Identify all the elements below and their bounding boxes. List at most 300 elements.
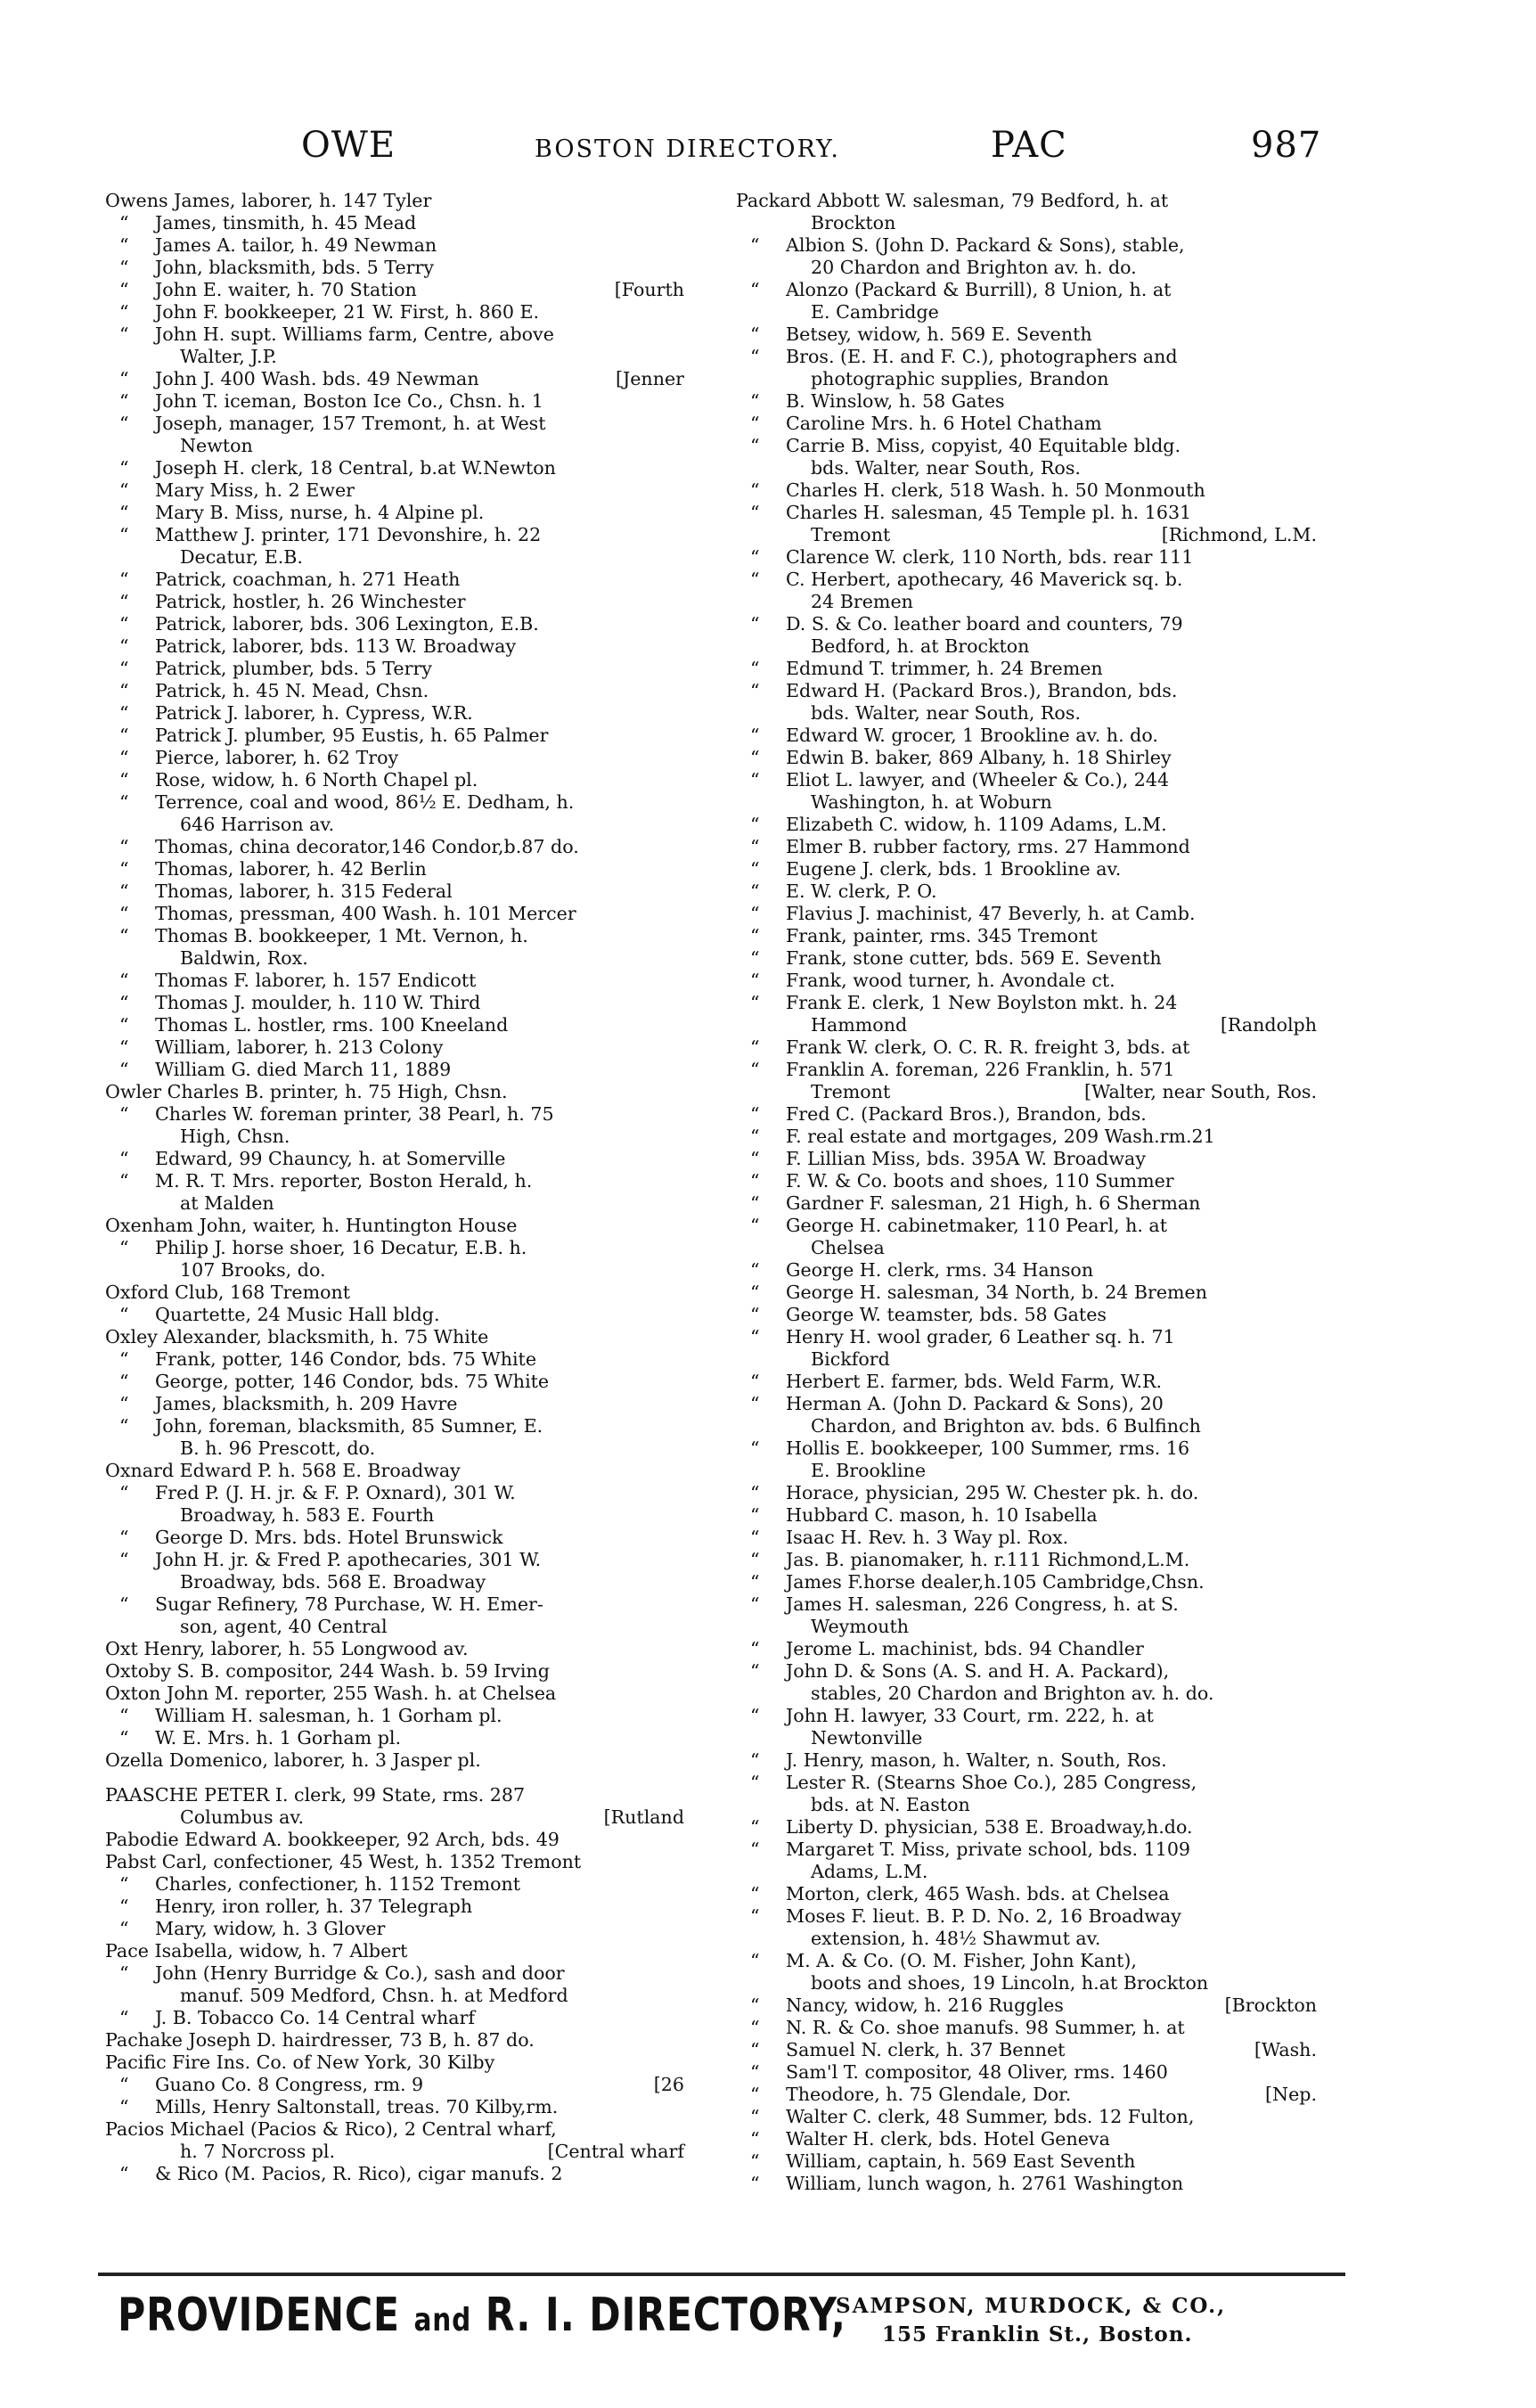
- directory-entry-continuation: [736, 1794, 1317, 1816]
- directory-entry: [105, 1326, 684, 1348]
- entry-text: Mills, Henry Saltonstall, treas. 70 Kilby,rm.: [155, 2096, 559, 2117]
- entry-text: Edmund T. trimmer, h. 24 Bremen: [786, 658, 1103, 679]
- directory-entry: [736, 2150, 1317, 2173]
- directory-entry-continuation: [736, 1683, 1317, 1705]
- directory-entry: [736, 1504, 1317, 1527]
- entry-text: Philip J. horse shoer, 16 Decatur, E.B. h.: [155, 1237, 527, 1258]
- ditto-mark: “: [119, 2007, 129, 2028]
- ditto-mark: “: [750, 346, 760, 367]
- entry-text: Patrick, plumber, bds. 5 Terry: [155, 658, 432, 679]
- entry-text: F. W. & Co. boots and shoes, 110 Summer: [786, 1170, 1174, 1192]
- entry-text: extension, h. 48½ Shawmut av.: [811, 1928, 1101, 1949]
- entry-text: William H. salesman, h. 1 Gorham pl.: [155, 1705, 502, 1726]
- ditto-mark: “: [750, 435, 760, 456]
- entry-text: C. Herbert, apothecary, 46 Maverick sq. b.: [786, 569, 1183, 590]
- ditto-mark: “: [119, 836, 129, 857]
- entry-text: Pierce, laborer, h. 62 Troy: [155, 747, 399, 768]
- directory-entry-continuation: [105, 1985, 684, 2007]
- directory-entry-continuation: [736, 257, 1317, 279]
- directory-entry-continuation: [736, 1460, 1317, 1482]
- ditto-mark: “: [119, 1918, 129, 1939]
- directory-entry: [105, 1215, 684, 1237]
- entry-text: J. Henry, mason, h. Walter, n. South, Ros.: [786, 1749, 1167, 1771]
- directory-entry: [736, 1527, 1317, 1549]
- entry-text: John E. waiter, h. 70 Station: [155, 279, 417, 300]
- directory-entry: [736, 1816, 1317, 1839]
- ditto-mark: “: [750, 858, 760, 880]
- directory-entry: [105, 2052, 684, 2074]
- directory-entry-continuation: [736, 1014, 1317, 1036]
- ditto-mark: “: [119, 479, 129, 501]
- directory-entry-continuation: [736, 368, 1317, 390]
- entry-text: John H. jr. & Fred P. apothecaries, 301 W.: [155, 1549, 542, 1570]
- ditto-mark: “: [750, 1549, 760, 1570]
- ditto-mark: “: [750, 1393, 760, 1414]
- header-right-guide: PAC: [991, 125, 1067, 166]
- directory-entry-continuation: [736, 212, 1317, 234]
- directory-entry: [736, 1304, 1317, 1326]
- footer-ad-title: [118, 2289, 846, 2342]
- entry-text: Flavius J. machinist, 47 Beverly, h. at Camb.: [786, 903, 1196, 924]
- header-left-guide: OWE: [301, 125, 396, 166]
- entry-text: 107 Brooks, do.: [180, 1259, 326, 1281]
- directory-entry: [736, 1282, 1317, 1304]
- directory-entry: [736, 1215, 1317, 1237]
- ditto-mark: “: [119, 880, 129, 902]
- entry-text: Henry, iron roller, h. 37 Telegraph: [155, 1896, 473, 1917]
- entry-text: Horace, physician, 295 W. Chester pk. h. do.: [786, 1482, 1199, 1503]
- directory-entry-continuation: [105, 1192, 684, 1215]
- entry-text: Joseph H. clerk, 18 Central, b.at W.Newton: [155, 457, 556, 479]
- directory-entry: [105, 479, 684, 502]
- directory-entry: [105, 1415, 684, 1437]
- entry-carryover: [26: [653, 2074, 684, 2095]
- directory-entry: [736, 390, 1317, 413]
- ditto-mark: “: [119, 2096, 129, 2117]
- entry-text: Terrence, coal and wood, 86½ E. Dedham, h.: [155, 791, 575, 813]
- ditto-mark: “: [750, 2061, 760, 2083]
- directory-entry: [736, 234, 1317, 257]
- directory-entry: [105, 2163, 684, 2185]
- directory-entry: [105, 502, 684, 524]
- directory-entry: [105, 2007, 684, 2029]
- directory-entry: [105, 390, 684, 413]
- ditto-mark: “: [750, 1259, 760, 1281]
- directory-entry-continuation: [736, 702, 1317, 725]
- directory-entry: [736, 2106, 1317, 2128]
- entry-text: Pabst Carl, confectioner, 45 West, h. 1352 Tremont: [105, 1851, 582, 1872]
- entry-carryover: [Brockton: [1224, 1994, 1317, 2016]
- directory-entry: [105, 1014, 684, 1036]
- entry-text: John, foreman, blacksmith, 85 Sumner, E.: [155, 1415, 543, 1437]
- ditto-mark: “: [119, 680, 129, 701]
- directory-entry: [105, 1962, 684, 1985]
- directory-entry: [736, 1393, 1317, 1415]
- directory-entry-continuation: [736, 791, 1317, 814]
- page-header: [0, 123, 1536, 176]
- entry-text: Mary Miss, h. 2 Ewer: [155, 479, 355, 501]
- entry-text: E. Brookline: [811, 1460, 927, 1481]
- entry-text: Weymouth: [811, 1616, 910, 1637]
- entry-text: Walter C. clerk, 48 Summer, bds. 12 Fulton,: [786, 2106, 1195, 2127]
- directory-entry: [736, 903, 1317, 925]
- directory-entry: [105, 1784, 684, 1806]
- ditto-mark: “: [750, 1482, 760, 1503]
- entry-text: Broadway, h. 583 E. Fourth: [180, 1504, 435, 1526]
- directory-entry: [105, 1851, 684, 1873]
- ditto-mark: “: [750, 613, 760, 635]
- entry-text: Eliot L. lawyer, and (Wheeler & Co.), 244: [786, 769, 1170, 790]
- entry-text: B. h. 96 Prescott, do.: [180, 1437, 376, 1459]
- entry-text: Newtonville: [811, 1727, 923, 1749]
- entry-text: Patrick, laborer, bds. 306 Lexington, E.B.: [155, 613, 539, 635]
- entry-text: J. B. Tobacco Co. 14 Central wharf: [155, 2007, 475, 2028]
- ditto-mark: “: [750, 1371, 760, 1392]
- ditto-mark: “: [750, 234, 760, 256]
- entry-text: William, laborer, h. 213 Colony: [155, 1036, 444, 1058]
- ditto-mark: “: [750, 680, 760, 701]
- entry-text: Edward, 99 Chauncy, h. at Somerville: [155, 1148, 506, 1169]
- ditto-mark: “: [119, 1705, 129, 1726]
- entry-text: Matthew J. printer, 171 Devonshire, h. 22: [155, 524, 542, 545]
- directory-entry-continuation: [736, 1616, 1317, 1638]
- directory-entry-continuation: [736, 1415, 1317, 1437]
- ditto-mark: “: [750, 1326, 760, 1347]
- footer-publisher-address: 155 Franklin St., Boston.: [882, 2322, 1193, 2347]
- ditto-mark: “: [119, 457, 129, 479]
- entry-text: Thomas, laborer, h. 42 Berlin: [155, 858, 427, 880]
- entry-carryover: [Central wharf: [547, 2141, 684, 2162]
- ditto-mark: “: [119, 2163, 129, 2184]
- entry-text: Frank W. clerk, O. C. R. R. freight 3, bds. at: [786, 1036, 1190, 1058]
- directory-entry: [736, 1192, 1317, 1215]
- entry-text: bds. Walter, near South, Ros.: [811, 702, 1081, 724]
- footer-ad-word-1: PROVIDENCE: [118, 2289, 400, 2342]
- ditto-mark: “: [750, 1282, 760, 1303]
- directory-entry-continuation: [105, 1616, 684, 1638]
- entry-text: Baldwin, Rox.: [180, 947, 308, 969]
- entry-text: Bedford, h. at Brockton: [811, 635, 1030, 657]
- directory-entry-continuation: [105, 346, 684, 368]
- ditto-mark: “: [119, 858, 129, 880]
- entry-text: Owens James, laborer, h. 147 Tyler: [105, 190, 432, 211]
- page-number: 987: [1251, 125, 1322, 166]
- directory-entry-continuation: [736, 1972, 1317, 1994]
- entry-text: Jas. B. pianomaker, h. r.111 Richmond,L.M.: [786, 1549, 1190, 1570]
- entry-text: Elizabeth C. widow, h. 1109 Adams, L.M.: [786, 814, 1167, 835]
- directory-entry: [105, 1829, 684, 1851]
- entry-text: Charles H. clerk, 518 Wash. h. 50 Monmouth: [786, 479, 1205, 501]
- entry-text: Eugene J. clerk, bds. 1 Brookline av.: [786, 858, 1122, 880]
- directory-entry: [736, 680, 1317, 702]
- entry-text: William, lunch wagon, h. 2761 Washington: [786, 2173, 1184, 2194]
- entry-text: bds. Walter, near South, Ros.: [811, 457, 1081, 479]
- entry-text: James, tinsmith, h. 45 Mead: [155, 212, 417, 233]
- entry-text: George, potter, 146 Condor, bds. 75 White: [155, 1371, 550, 1392]
- ditto-mark: “: [750, 992, 760, 1013]
- directory-entry: [105, 1304, 684, 1326]
- entry-text: John H. supt. Williams farm, Centre, above: [155, 324, 554, 345]
- footer-ad-word-2: and: [413, 2302, 472, 2338]
- entry-text: Joseph, manager, 157 Tremont, h. at West: [155, 413, 546, 434]
- entry-text: Hammond: [811, 1014, 908, 1036]
- entry-text: Moses F. lieut. B. P. D. No. 2, 16 Broadway: [786, 1905, 1181, 1927]
- directory-entry-continuation: [736, 591, 1317, 613]
- advertisement-footer: [0, 2273, 1536, 2371]
- ditto-mark: “: [750, 1571, 760, 1593]
- directory-entry: [105, 925, 684, 947]
- ditto-mark: “: [119, 1873, 129, 1895]
- entry-text: Thomas, laborer, h. 315 Federal: [155, 880, 453, 902]
- directory-entry: [736, 1371, 1317, 1393]
- entry-text: Edward H. (Packard Bros.), Brandon, bds.: [786, 680, 1178, 701]
- directory-entry-continuation: [736, 1727, 1317, 1749]
- ditto-mark: “: [119, 702, 129, 724]
- entry-text: James H. salesman, 226 Congress, h. at S.: [786, 1593, 1179, 1615]
- entry-text: Oxford Club, 168 Tremont: [105, 1282, 351, 1303]
- directory-entry-continuation: [105, 546, 684, 569]
- entry-carryover: [Jenner: [615, 368, 684, 389]
- ditto-mark: “: [750, 1593, 760, 1615]
- ditto-mark: “: [119, 992, 129, 1013]
- directory-entry: [105, 903, 684, 925]
- ditto-mark: “: [750, 725, 760, 746]
- entry-text: Hubbard C. mason, h. 10 Isabella: [786, 1504, 1098, 1526]
- ditto-mark: “: [119, 390, 129, 412]
- entry-text: M. R. T. Mrs. reporter, Boston Herald, h.: [155, 1170, 533, 1192]
- ditto-mark: “: [119, 324, 129, 345]
- directory-entry-continuation: [736, 1928, 1317, 1950]
- ditto-mark: “: [750, 836, 760, 857]
- left-column: [105, 190, 684, 2185]
- entry-text: Liberty D. physician, 538 E. Broadway,h.do.: [786, 1816, 1193, 1838]
- entry-text: James A. tailor, h. 49 Newman: [155, 234, 437, 256]
- ditto-mark: “: [119, 613, 129, 635]
- ditto-mark: “: [750, 1816, 760, 1838]
- directory-entry: [105, 212, 684, 234]
- entry-text: Betsey, widow, h. 569 E. Seventh: [786, 324, 1092, 345]
- directory-entry: [736, 880, 1317, 903]
- ditto-mark: “: [119, 279, 129, 300]
- directory-entry: [736, 925, 1317, 947]
- entry-text: at Malden: [180, 1192, 274, 1214]
- directory-entry: [736, 814, 1317, 836]
- directory-entry: [105, 1482, 684, 1504]
- entry-text: Clarence W. clerk, 110 North, bds. rear 111: [786, 546, 1194, 568]
- ditto-mark: “: [119, 635, 129, 657]
- directory-entry-continuation: [736, 1861, 1317, 1883]
- directory-entry: [736, 1593, 1317, 1616]
- directory-entry: [105, 190, 684, 212]
- ditto-mark: “: [750, 1192, 760, 1214]
- ditto-mark: “: [750, 413, 760, 434]
- footer-rule: [98, 2273, 1345, 2276]
- directory-entry: [736, 947, 1317, 970]
- entry-carryover: [Walter, near South, Ros.: [1084, 1081, 1317, 1102]
- directory-entry: [736, 1839, 1317, 1861]
- directory-entry: [105, 1549, 684, 1571]
- ditto-mark: “: [119, 1593, 129, 1615]
- ditto-mark: “: [750, 279, 760, 300]
- ditto-mark: “: [750, 903, 760, 924]
- ditto-mark: “: [119, 368, 129, 389]
- ditto-mark: “: [119, 1103, 129, 1125]
- ditto-mark: “: [119, 1036, 129, 1058]
- directory-entry: [736, 1259, 1317, 1282]
- directory-entry-continuation: [105, 814, 684, 836]
- directory-entry: [736, 2173, 1317, 2195]
- entry-text: Patrick, laborer, bds. 113 W. Broadway: [155, 635, 517, 657]
- entry-text: manuf. 509 Medford, Chsn. h. at Medford: [180, 1985, 568, 2006]
- entry-text: Patrick, hostler, h. 26 Winchester: [155, 591, 466, 612]
- ditto-mark: “: [750, 2106, 760, 2127]
- directory-entry: [105, 1873, 684, 1896]
- entry-text: Isaac H. Rev. h. 3 Way pl. Rox.: [786, 1527, 1069, 1548]
- entry-text: John T. iceman, Boston Ice Co., Chsn. h. 1: [155, 390, 543, 412]
- ditto-mark: “: [750, 2173, 760, 2194]
- ditto-mark: “: [750, 1170, 760, 1192]
- entry-text: N. R. & Co. shoe manufs. 98 Summer, h. at: [786, 2017, 1185, 2038]
- ditto-mark: “: [750, 970, 760, 991]
- directory-entry: [736, 279, 1317, 301]
- entry-text: Herbert E. farmer, bds. Weld Farm, W.R.: [786, 1371, 1163, 1392]
- ditto-mark: “: [119, 2074, 129, 2095]
- ditto-mark: “: [750, 814, 760, 835]
- directory-entry: [736, 1170, 1317, 1192]
- directory-entry: [736, 1437, 1317, 1460]
- ditto-mark: “: [119, 1170, 129, 1192]
- directory-entry: [105, 1148, 684, 1170]
- entry-text: 24 Bremen: [811, 591, 913, 612]
- entry-text: Herman A. (John D. Packard & Sons), 20: [786, 1393, 1164, 1414]
- ditto-mark: “: [750, 1994, 760, 2016]
- directory-entry: [736, 1126, 1317, 1148]
- ditto-mark: “: [750, 1772, 760, 1793]
- entry-text: Franklin A. foreman, 226 Franklin, h. 571: [786, 1059, 1175, 1080]
- directory-entry: [105, 970, 684, 992]
- directory-entry: [736, 1059, 1317, 1081]
- directory-entry: [736, 1950, 1317, 1972]
- directory-entry: [736, 1705, 1317, 1727]
- ditto-mark: “: [750, 390, 760, 412]
- entry-text: & Rico (M. Pacios, R. Rico), cigar manufs. 2: [155, 2163, 563, 2184]
- directory-entry: [736, 836, 1317, 858]
- entry-text: Packard Abbott W. salesman, 79 Bedford, h. at: [736, 190, 1169, 211]
- ditto-mark: “: [750, 658, 760, 679]
- directory-entry: [105, 1170, 684, 1192]
- entry-text: Patrick J. plumber, 95 Eustis, h. 65 Palmer: [155, 725, 549, 746]
- directory-entry-continuation: [736, 1081, 1317, 1103]
- directory-entry: [105, 413, 684, 435]
- directory-entry: [736, 2039, 1317, 2061]
- ditto-mark: “: [119, 747, 129, 768]
- ditto-mark: “: [750, 1148, 760, 1169]
- directory-entry-continuation: [736, 1237, 1317, 1259]
- entry-text: John, blacksmith, bds. 5 Terry: [155, 257, 434, 278]
- ditto-mark: “: [750, 502, 760, 523]
- ditto-mark: “: [750, 2084, 760, 2105]
- ditto-mark: “: [119, 769, 129, 790]
- ditto-mark: “: [750, 1883, 760, 1904]
- entry-text: William G. died March 11, 1889: [155, 1059, 452, 1080]
- entry-text: son, agent, 40 Central: [180, 1616, 388, 1637]
- entry-text: John (Henry Burridge & Co.), sash and door: [155, 1962, 565, 1984]
- directory-entry: [105, 591, 684, 613]
- directory-entry: [105, 747, 684, 769]
- directory-entry: [105, 324, 684, 346]
- entry-text: boots and shoes, 19 Lincoln, h.at Brockton: [811, 1972, 1209, 1994]
- directory-entry: [736, 1482, 1317, 1504]
- directory-entry: [736, 992, 1317, 1014]
- entry-text: Mary, widow, h. 3 Glover: [155, 1918, 386, 1939]
- directory-entry: [105, 2096, 684, 2118]
- entry-text: Frank, painter, rms. 345 Tremont: [786, 925, 1098, 946]
- directory-entry: [105, 301, 684, 324]
- entry-text: Oxley Alexander, blacksmith, h. 75 White: [105, 1326, 489, 1347]
- ditto-mark: “: [119, 725, 129, 746]
- directory-entry: [105, 1393, 684, 1415]
- directory-entry: [736, 1549, 1317, 1571]
- directory-entry: [736, 1994, 1317, 2017]
- entry-text: Chelsea: [811, 1237, 885, 1258]
- directory-entry: [105, 1705, 684, 1727]
- entry-text: h. 7 Norcross pl.: [180, 2141, 336, 2162]
- directory-entry: [105, 1896, 684, 1918]
- entry-text: Patrick, coachman, h. 271 Heath: [155, 569, 461, 590]
- ditto-mark: “: [750, 1527, 760, 1548]
- directory-entry: [105, 1371, 684, 1393]
- ditto-mark: “: [119, 257, 129, 278]
- directory-entry: [736, 747, 1317, 769]
- entry-text: Walter H. clerk, bds. Hotel Geneva: [786, 2128, 1110, 2150]
- directory-entry: [105, 1638, 684, 1660]
- ditto-mark: “: [750, 1215, 760, 1236]
- entry-text: stables, 20 Chardon and Brighton av. h. do.: [811, 1683, 1214, 1704]
- entry-text: Newton: [180, 435, 253, 456]
- directory-entry: [105, 791, 684, 814]
- directory-entry-continuation: [105, 947, 684, 970]
- directory-entry: [105, 1918, 684, 1940]
- entry-text: Thomas, pressman, 400 Wash. h. 101 Mercer: [155, 903, 576, 924]
- entry-text: Walter, J.P.: [180, 346, 277, 367]
- directory-entry: [105, 234, 684, 257]
- ditto-mark: “: [750, 1905, 760, 1927]
- directory-entry: [736, 435, 1317, 457]
- entry-text: Hollis E. bookkeeper, 100 Summer, rms. 16: [786, 1437, 1190, 1459]
- entry-text: Oxnard Edward P. h. 568 E. Broadway: [105, 1460, 461, 1481]
- directory-entry: [736, 479, 1317, 502]
- entry-text: Tremont: [811, 524, 891, 545]
- directory-entry: [105, 1940, 684, 1962]
- directory-entry: [736, 1326, 1317, 1348]
- entry-text: 646 Harrison av.: [180, 814, 335, 835]
- entry-text: Fred P. (J. H. jr. & F. P. Oxnard), 301 W.: [155, 1482, 516, 1503]
- entry-text: Adams, L.M.: [811, 1861, 928, 1882]
- directory-entry-continuation: [105, 1806, 684, 1829]
- ditto-mark: “: [119, 1393, 129, 1414]
- directory-entry-continuation: [105, 2141, 684, 2163]
- entry-text: bds. at N. Easton: [811, 1794, 970, 1815]
- directory-entry: [105, 279, 684, 301]
- directory-entry: [105, 880, 684, 903]
- directory-entry: [105, 702, 684, 725]
- ditto-mark: “: [750, 2017, 760, 2038]
- entry-text: Edward W. grocer, 1 Brookline av. h. do.: [786, 725, 1158, 746]
- directory-entry: [105, 1348, 684, 1371]
- ditto-mark: “: [750, 2128, 760, 2150]
- entry-text: F. real estate and mortgages, 209 Wash.rm.21: [786, 1126, 1215, 1147]
- entry-text: John J. 400 Wash. bds. 49 Newman: [155, 368, 479, 389]
